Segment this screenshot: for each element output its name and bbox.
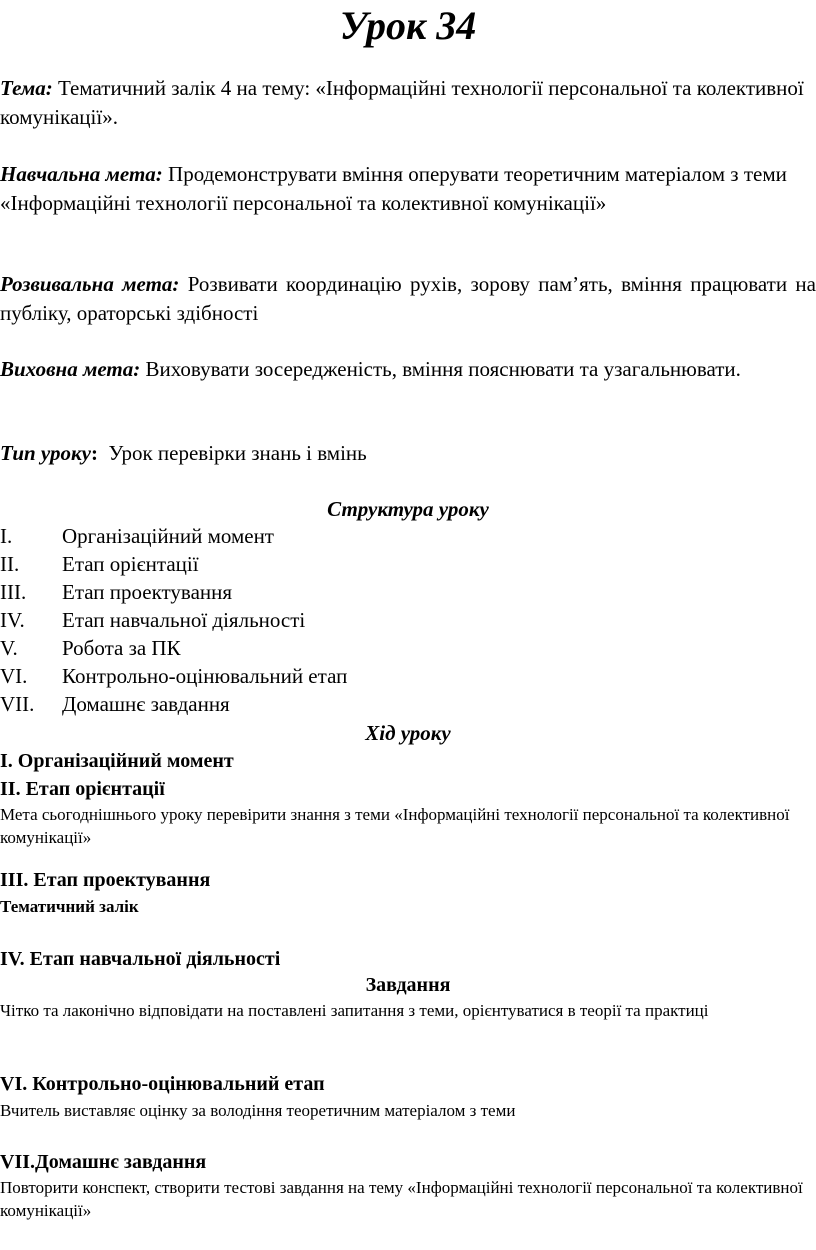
structure-item-text: Етап орієнтації [62,552,199,576]
structure-item-number: VI. [0,664,28,688]
structure-item-number: VII. [0,692,35,716]
structure-item-number: III. [0,580,27,604]
structure-item [0,662,347,690]
developmental-goal-paragraph [0,270,816,328]
structure-heading: Структура уроку [327,497,489,521]
structure-item-text: Робота за ПК [62,636,181,660]
lesson-type-text: Урок перевірки знань і вмінь [108,441,367,465]
structure-item [0,690,230,718]
structure-item-text: Етап навчальної діяльності [62,608,306,632]
topic-label: Тема: [0,76,53,100]
section-assessment-heading: VI. Контрольно-оцінювальний етап [0,1073,325,1095]
structure-item [0,522,274,550]
upbringing-goal-paragraph [0,355,816,384]
lesson-type-colon: : [90,441,98,465]
upbringing-goal-label: Виховна мета: [0,357,141,381]
section-homework-text: Повторити конспект, створити тестові завдання на тему «Інформаційні технології персональної та колективної комунікації» [0,1178,803,1220]
developmental-goal-label: Розвивальна мета: [0,272,180,296]
lesson-type-paragraph [0,439,816,468]
progress-heading: Хід уроку [365,721,451,745]
section-orientation-text: Мета сьогоднішнього уроку перевірити знання з теми «Інформаційні технології персональної та колективної комунікації» [0,805,790,847]
structure-item-text: Контрольно-оцінювальний етап [62,664,348,688]
structure-item-number: V. [0,636,18,660]
section-learning-heading: IV. Етап навчальної діяльності [0,948,281,970]
educational-goal-label: Навчальна мета: [0,162,163,186]
structure-item [0,550,199,578]
page-title: Урок 34 [339,3,477,48]
educational-goal-paragraph [0,160,816,218]
structure-item-text: Домашнє завдання [62,692,230,716]
upbringing-goal-text: Виховувати зосередженість, вміння пояснювати та узагальнювати. [145,357,741,381]
educational-goal-text: Продемонструвати вміння оперувати теоретичним матеріалом з теми «Інформаційні технології персональної та колективної комунікації» [0,162,787,215]
developmental-goal-text: Розвивати координацію рухів, зорову пам’ять, вміння працювати на публіку, ораторські здібності [0,272,816,325]
structure-item-number: I. [0,524,13,548]
section-assessment-text: Вчитель виставляє оцінку за володіння теоретичним матеріалом з теми [0,1101,516,1120]
structure-item-number: II. [0,552,20,576]
structure-item [0,606,305,634]
section-design-heading: III. Етап проектування [0,869,211,891]
section-orientation-heading: II. Етап орієнтації [0,778,165,800]
section-learning-text: Чітко та лаконічно відповідати на поставлені запитання з теми, орієнтуватися в теорії та практиці [0,1001,709,1020]
topic-text: Тематичний залік 4 на тему: «Інформаційні технології персональної та колективної комунікації». [0,76,804,129]
structure-item [0,578,232,606]
section-design-subheading: Тематичний залік [0,897,139,916]
structure-item [0,634,181,662]
lesson-type-label: Тип уроку [0,441,91,465]
task-heading: Завдання [365,974,451,996]
section-homework-heading: VII.Домашнє завдання [0,1151,207,1173]
structure-item-number: IV. [0,608,25,632]
section-org-moment-heading: I. Організаційний момент [0,750,234,772]
structure-item-text: Етап проектування [62,580,233,604]
topic-paragraph [0,74,816,132]
structure-item-text: Організаційний момент [62,524,274,548]
